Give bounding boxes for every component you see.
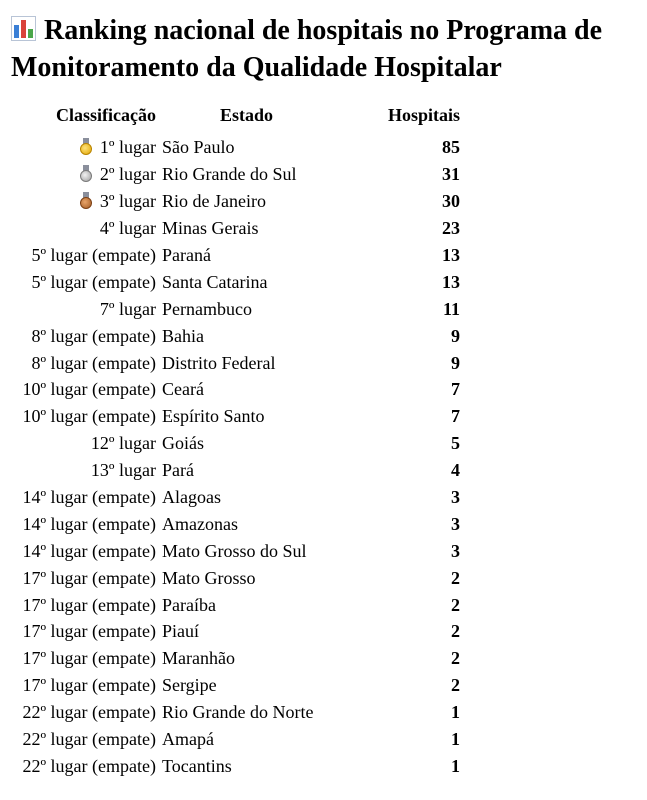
rank-label: 10º lugar (empate) [22, 406, 156, 427]
state-cell: Santa Catarina [162, 271, 268, 292]
rank-cell [10, 726, 162, 753]
table-row [10, 268, 460, 295]
hospitals-cell: 3 [451, 487, 461, 508]
hospitals-cell: 13 [442, 245, 461, 265]
rank-cell [10, 591, 162, 618]
table-row [10, 322, 460, 349]
hospitals-cell: 2 [451, 621, 461, 642]
bronze-medal-icon [79, 192, 93, 208]
table-row [10, 672, 460, 699]
ranking-table [10, 107, 460, 779]
rank-label: 17º lugar (empate) [22, 675, 156, 696]
table-row [10, 618, 460, 645]
state-cell: Rio de Janeiro [162, 191, 266, 212]
rank-label: 8º lugar (empate) [31, 325, 156, 346]
rank-label: 17º lugar (empate) [22, 648, 156, 669]
rank-label: 4º lugar [99, 218, 156, 239]
state-cell: Paraíba [162, 594, 216, 615]
rank-cell [10, 188, 162, 215]
rank-label: 12º lugar [90, 433, 156, 454]
table-row [10, 591, 460, 618]
rank-label: 17º lugar (empate) [22, 594, 156, 615]
state-cell: Pernambuco [162, 298, 252, 319]
hospitals-cell: 2 [451, 567, 461, 588]
rank-cell [10, 457, 162, 484]
hospitals-cell: 1 [451, 702, 461, 723]
rank-label: 14º lugar (empate) [22, 513, 156, 534]
state-cell: Mato Grosso do Sul [162, 540, 307, 561]
hospitals-cell: 3 [451, 540, 461, 561]
table-row [10, 242, 460, 269]
state-cell: Pará [162, 460, 194, 481]
page-title [11, 12, 641, 86]
state-cell: Rio Grande do Norte [162, 702, 314, 723]
table-row [10, 484, 460, 511]
state-cell: Amazonas [162, 513, 238, 534]
rank-cell [10, 322, 162, 349]
rank-label: 10º lugar (empate) [22, 379, 156, 400]
table-row [10, 726, 460, 753]
hospitals-cell: 2 [451, 675, 461, 696]
state-cell: Sergipe [162, 675, 217, 696]
hospitals-cell: 1 [451, 729, 461, 750]
state-cell: Bahia [162, 325, 204, 346]
hospitals-cell: 31 [442, 164, 461, 185]
rank-cell [10, 672, 162, 699]
hospitals-cell: 7 [451, 406, 461, 427]
hospitals-cell: 9 [451, 352, 461, 373]
table-row [10, 134, 460, 161]
rank-label: 22º lugar (empate) [22, 755, 156, 776]
bar-chart-icon [11, 16, 36, 41]
state-cell: Tocantins [162, 755, 232, 776]
rank-label: 7º lugar [99, 298, 156, 319]
state-cell: Piauí [162, 621, 200, 642]
rank-label: 5º lugar (empate) [31, 271, 156, 292]
table-row [10, 215, 460, 242]
table-header-row [10, 107, 460, 134]
hospitals-cell: 2 [451, 648, 461, 669]
rank-label: 8º lugar (empate) [31, 352, 156, 373]
rank-cell [10, 645, 162, 672]
hospitals-cell: 3 [451, 513, 461, 534]
state-cell: Paraná [162, 245, 211, 265]
gold-medal-icon [79, 138, 93, 154]
state-cell: Amapá [162, 729, 214, 750]
hospitals-cell: 1 [451, 755, 461, 776]
hospitals-cell: 30 [442, 191, 461, 212]
rank-cell [10, 430, 162, 457]
rank-label: 13º lugar [90, 460, 156, 481]
rank-label: 17º lugar (empate) [22, 621, 156, 642]
rank-cell [10, 484, 162, 511]
rank-cell [10, 268, 162, 295]
table-row [10, 161, 460, 188]
state-cell: Maranhão [162, 648, 235, 669]
state-cell: Ceará [162, 379, 204, 400]
rank-cell [10, 618, 162, 645]
state-cell: São Paulo [162, 137, 235, 158]
hospitals-cell: 11 [443, 298, 461, 319]
rank-cell [10, 376, 162, 403]
table-row [10, 510, 460, 537]
rank-cell [10, 215, 162, 242]
rank-cell [10, 349, 162, 376]
table-row [10, 457, 460, 484]
rank-cell [10, 510, 162, 537]
hospitals-cell: 4 [451, 460, 461, 481]
header-rank: Classificação [56, 105, 156, 125]
table-row [10, 645, 460, 672]
rank-label: 14º lugar (empate) [22, 540, 156, 561]
silver-medal-icon [79, 165, 93, 181]
ranking-table-body [10, 134, 460, 779]
rank-cell [10, 403, 162, 430]
rank-cell [10, 242, 162, 269]
table-row [10, 403, 460, 430]
table-row [10, 699, 460, 726]
hospitals-cell: 7 [451, 379, 461, 400]
state-cell: Minas Gerais [162, 218, 259, 239]
hospitals-cell: 85 [442, 137, 461, 158]
rank-cell [10, 134, 162, 161]
rank-cell [10, 161, 162, 188]
table-row [10, 188, 460, 215]
state-cell: Alagoas [162, 487, 221, 508]
hospitals-cell: 23 [442, 218, 461, 239]
rank-label: 5º lugar (empate) [31, 245, 156, 265]
table-row [10, 564, 460, 591]
header-hospitals: Hospitais [388, 105, 461, 125]
hospitals-cell: 13 [442, 271, 461, 292]
rank-cell [10, 537, 162, 564]
rank-label: 1º lugar [99, 137, 156, 158]
header-state: Estado [220, 105, 274, 125]
rank-label: 17º lugar (empate) [22, 567, 156, 588]
rank-label: 2º lugar [99, 164, 156, 185]
state-cell: Goiás [162, 433, 204, 454]
rank-label: 3º lugar [99, 191, 156, 212]
rank-cell [10, 295, 162, 322]
table-row [10, 349, 460, 376]
state-cell: Espírito Santo [162, 406, 265, 427]
table-row [10, 752, 460, 779]
rank-label: 22º lugar (empate) [22, 729, 156, 750]
hospitals-cell: 9 [451, 325, 461, 346]
table-row [10, 537, 460, 564]
state-cell: Mato Grosso [162, 567, 256, 588]
state-cell: Rio Grande do Sul [162, 164, 297, 185]
state-cell: Distrito Federal [162, 352, 276, 373]
hospitals-cell: 2 [451, 594, 461, 615]
rank-cell [10, 699, 162, 726]
table-row [10, 430, 460, 457]
page-title-text: Ranking nacional de hospitais no Programa de Monitoramento da Qualidade Hospitalar [11, 15, 603, 83]
rank-label: 22º lugar (empate) [22, 702, 156, 723]
table-row [10, 295, 460, 322]
rank-cell [10, 564, 162, 591]
table-row [10, 376, 460, 403]
rank-cell [10, 752, 162, 779]
hospitals-cell: 5 [451, 433, 461, 454]
rank-label: 14º lugar (empate) [22, 487, 156, 508]
